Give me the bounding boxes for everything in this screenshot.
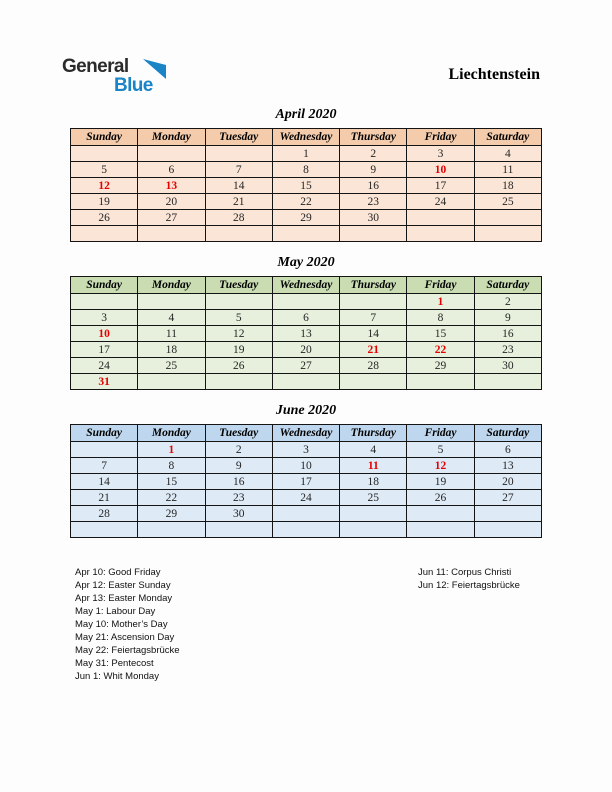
day-cell: 13 [272,326,339,342]
empty-cell [474,210,541,226]
day-cell: 4 [138,310,205,326]
empty-cell [272,294,339,310]
day-cell: 12 [407,458,474,474]
day-cell: 9 [340,162,407,178]
day-cell: 10 [407,162,474,178]
day-cell: 11 [340,458,407,474]
week-row [71,146,542,162]
day-cell: 30 [474,358,541,374]
empty-cell [407,226,474,242]
day-cell: 7 [205,162,272,178]
month-may-2020 [70,254,542,390]
weekday-header: Saturday [474,129,541,146]
day-cell: 18 [138,342,205,358]
holiday-item: Apr 10: Good Friday [75,567,161,578]
weekday-header: Wednesday [272,129,339,146]
month-title-april-2020: April 2020 [275,107,337,122]
holiday-item: May 10: Mother’s Day [75,619,168,630]
day-cell: 5 [407,442,474,458]
day-cell: 23 [205,490,272,506]
day-cell: 7 [340,310,407,326]
empty-cell [272,226,339,242]
day-cell: 14 [205,178,272,194]
day-cell: 14 [340,326,407,342]
holiday-item: May 31: Pentecost [75,658,154,669]
weekday-header: Wednesday [272,277,339,294]
day-cell: 23 [340,194,407,210]
week-row [71,310,542,326]
day-cell: 29 [272,210,339,226]
holiday-list [418,566,520,592]
day-cell: 31 [71,374,138,390]
weekday-header: Friday [407,129,474,146]
day-cell: 26 [407,490,474,506]
day-cell: 29 [138,506,205,522]
weekday-header: Wednesday [272,425,339,442]
day-cell: 5 [71,162,138,178]
holiday-item: May 21: Ascension Day [75,632,175,643]
day-cell: 20 [474,474,541,490]
week-row [71,490,542,506]
empty-cell [138,226,205,242]
day-cell: 2 [474,294,541,310]
month-title-june-2020: June 2020 [275,403,337,418]
day-cell: 7 [71,458,138,474]
calendar-grid-june-2020 [70,424,542,538]
day-cell: 15 [272,178,339,194]
day-cell: 3 [71,310,138,326]
day-cell: 25 [138,358,205,374]
day-cell: 25 [474,194,541,210]
empty-cell [474,374,541,390]
holiday-list-left [75,566,180,683]
holiday-item: Jun 12: Feiertagsbrücke [418,580,520,591]
empty-cell [474,506,541,522]
weekday-header: Monday [138,277,205,294]
empty-cell [205,374,272,390]
empty-cell [205,294,272,310]
holiday-item: May 1: Labour Day [75,606,156,617]
day-cell: 29 [407,358,474,374]
week-row [71,474,542,490]
day-cell: 17 [71,342,138,358]
day-cell: 27 [272,358,339,374]
weekday-header: Tuesday [205,129,272,146]
logo-text-general: General [62,56,129,77]
day-cell: 1 [138,442,205,458]
general-blue-logo [62,56,182,106]
day-cell: 18 [340,474,407,490]
day-cell: 26 [71,210,138,226]
day-cell: 28 [205,210,272,226]
day-cell: 4 [340,442,407,458]
day-cell: 12 [205,326,272,342]
day-cell: 2 [340,146,407,162]
empty-cell [205,226,272,242]
day-cell: 11 [138,326,205,342]
weekday-header: Monday [138,425,205,442]
day-cell: 23 [474,342,541,358]
day-cell: 11 [474,162,541,178]
empty-cell [474,522,541,538]
weekday-header: Thursday [340,425,407,442]
empty-cell [138,294,205,310]
day-cell: 1 [407,294,474,310]
day-cell: 22 [138,490,205,506]
day-cell: 21 [71,490,138,506]
weekday-header: Sunday [71,129,138,146]
empty-cell [138,522,205,538]
day-cell: 19 [407,474,474,490]
day-cell: 10 [272,458,339,474]
empty-cell [407,506,474,522]
day-cell: 19 [71,194,138,210]
day-cell: 2 [205,442,272,458]
day-cell: 17 [407,178,474,194]
empty-cell [71,522,138,538]
day-cell: 3 [407,146,474,162]
empty-cell [138,374,205,390]
empty-cell [272,374,339,390]
day-cell: 6 [272,310,339,326]
weekday-header: Saturday [474,425,541,442]
empty-cell [138,146,205,162]
weekday-header: Tuesday [205,425,272,442]
empty-cell [407,374,474,390]
day-cell: 8 [272,162,339,178]
week-row [71,522,542,538]
day-cell: 26 [205,358,272,374]
day-cell: 24 [71,358,138,374]
holiday-item: Apr 12: Easter Sunday [75,580,171,591]
week-row [71,458,542,474]
day-cell: 20 [272,342,339,358]
day-cell: 30 [340,210,407,226]
month-june-2020 [70,402,542,538]
day-cell: 13 [474,458,541,474]
day-cell: 22 [407,342,474,358]
week-row [71,226,542,242]
weekday-header: Sunday [71,425,138,442]
day-cell: 18 [474,178,541,194]
day-cell: 24 [407,194,474,210]
weekday-header: Friday [407,277,474,294]
week-row [71,162,542,178]
day-cell: 27 [138,210,205,226]
week-row [71,294,542,310]
week-row [71,506,542,522]
day-cell: 28 [71,506,138,522]
week-row [71,178,542,194]
empty-cell [205,146,272,162]
empty-cell [71,226,138,242]
month-title-may-2020: May 2020 [277,255,335,270]
empty-cell [407,522,474,538]
day-cell: 3 [272,442,339,458]
logo-text-blue: Blue [114,75,153,96]
day-cell: 15 [407,326,474,342]
holiday-list [75,566,180,683]
day-cell: 22 [272,194,339,210]
empty-cell [340,522,407,538]
holiday-item: Apr 13: Easter Monday [75,593,173,604]
week-row [71,358,542,374]
empty-cell [340,506,407,522]
day-cell: 8 [138,458,205,474]
weekday-header: Thursday [340,277,407,294]
calendar-grid-april-2020 [70,128,542,242]
empty-cell [340,226,407,242]
day-cell: 5 [205,310,272,326]
day-cell: 12 [71,178,138,194]
empty-cell [205,522,272,538]
holiday-item: Jun 1: Whit Monday [75,671,159,682]
holiday-list-right [418,566,520,592]
empty-cell [407,210,474,226]
day-cell: 9 [205,458,272,474]
week-row [71,374,542,390]
day-cell: 30 [205,506,272,522]
empty-cell [340,294,407,310]
week-row [71,210,542,226]
day-cell: 20 [138,194,205,210]
day-cell: 16 [340,178,407,194]
week-row [71,342,542,358]
day-cell: 27 [474,490,541,506]
day-cell: 15 [138,474,205,490]
day-cell: 13 [138,178,205,194]
day-cell: 6 [474,442,541,458]
month-april-2020 [70,106,542,242]
day-cell: 16 [205,474,272,490]
empty-cell [340,374,407,390]
day-cell: 16 [474,326,541,342]
day-cell: 1 [272,146,339,162]
day-cell: 14 [71,474,138,490]
day-cell: 21 [340,342,407,358]
day-cell: 24 [272,490,339,506]
day-cell: 6 [138,162,205,178]
weekday-header: Friday [407,425,474,442]
weekday-header: Monday [138,129,205,146]
day-cell: 25 [340,490,407,506]
day-cell: 10 [71,326,138,342]
weekday-header: Saturday [474,277,541,294]
week-row [71,442,542,458]
weekday-header: Sunday [71,277,138,294]
day-cell: 21 [205,194,272,210]
holiday-item: May 22: Feiertagsbrücke [75,645,180,656]
empty-cell [272,522,339,538]
holiday-item: Jun 11: Corpus Christi [418,567,512,578]
months-container [70,106,542,550]
empty-cell [71,294,138,310]
day-cell: 28 [340,358,407,374]
weekday-header: Thursday [340,129,407,146]
week-row [71,194,542,210]
day-cell: 19 [205,342,272,358]
day-cell: 4 [474,146,541,162]
day-cell: 9 [474,310,541,326]
weekday-header: Tuesday [205,277,272,294]
empty-cell [272,506,339,522]
empty-cell [71,442,138,458]
calendar-grid-may-2020 [70,276,542,390]
day-cell: 8 [407,310,474,326]
empty-cell [474,226,541,242]
country-title: Liechtenstein [448,66,540,83]
week-row [71,326,542,342]
empty-cell [71,146,138,162]
day-cell: 17 [272,474,339,490]
